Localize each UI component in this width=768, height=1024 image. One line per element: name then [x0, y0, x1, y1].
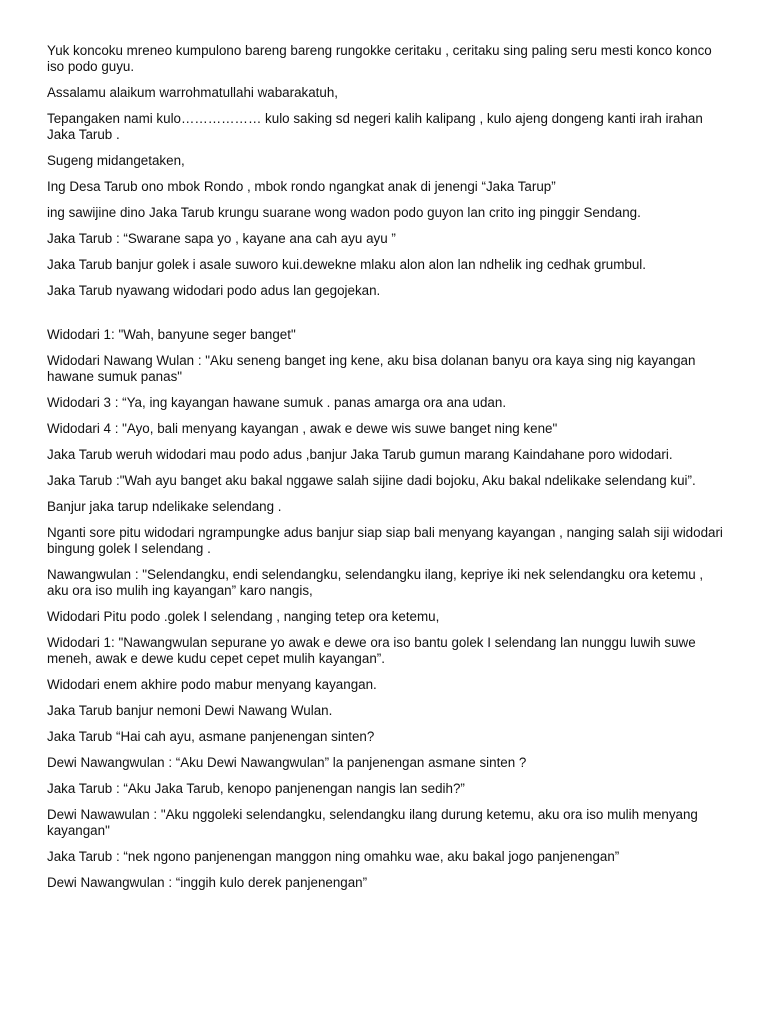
story-paragraph: Jaka Tarub banjur nemoni Dewi Nawang Wulan.: [47, 703, 333, 718]
dialogue-paragraph: Widodari 1: "Nawangwulan sepurane yo awak e dewe ora iso bantu golek I selendang lan nunggu luwih suwe meneh, awak e dewe kudu cepet cepet mulih kayangan”.: [47, 635, 696, 666]
dialogue-paragraph: Jaka Tarub : “Aku Jaka Tarub, kenopo panjenengan nangis lan sedih?”: [47, 781, 465, 796]
dialogue-paragraph: Jaka Tarub “Hai cah ayu, asmane panjenengan sinten?: [47, 729, 375, 744]
dialogue-paragraph: Jaka Tarub :"Wah ayu banget aku bakal nggawe salah sijine dadi bojoku, Aku bakal ndelikake selendang kui”.: [47, 473, 696, 488]
story-paragraph: Widodari enem akhire podo mabur menyang kayangan.: [47, 677, 377, 692]
dialogue-paragraph: Widodari Nawang Wulan : "Aku seneng banget ing kene, aku bisa dolanan banyu ora kaya sing nig kayangan hawane sumuk panas": [47, 353, 696, 384]
paragraph-spacer: [47, 309, 723, 327]
greeting-paragraph: Assalamu alaikum warrohmatullahi wabarakatuh,: [47, 85, 339, 100]
story-paragraph: Widodari Pitu podo .golek I selendang , nanging tetep ora ketemu,: [47, 609, 440, 624]
dialogue-paragraph: Widodari 3 : “Ya, ing kayangan hawane sumuk . panas amarga ora ana udan.: [47, 395, 507, 410]
dialogue-paragraph: Widodari 4 : "Ayo, bali menyang kayangan , awak e dewe wis suwe banget ning kene": [47, 421, 558, 436]
dialogue-paragraph: Widodari 1: "Wah, banyune seger banget": [47, 327, 296, 342]
story-paragraph: Banjur jaka tarup ndelikake selendang .: [47, 499, 282, 514]
story-paragraph: Jaka Tarub nyawang widodari podo adus lan gegojekan.: [47, 283, 381, 298]
story-paragraph: Jaka Tarub banjur golek i asale suworo kui.dewekne mlaku alon alon lan ndhelik ing cedhak grumbul.: [47, 257, 646, 272]
dialogue-paragraph: Jaka Tarub : “nek ngono panjenengan manggon ning omahku wae, aku bakal jogo panjenengan”: [47, 849, 620, 864]
dialogue-paragraph: Nawangwulan : "Selendangku, endi selendangku, selendangku ilang, kepriye iki nek selendangku ora ketemu , aku ora iso mulih ing kayangan” karo nangis,: [47, 567, 704, 598]
intro-paragraph: Yuk koncoku mreneo kumpulono bareng bareng rungokke ceritaku , ceritaku sing paling seru mesti konco konco iso podo guyu.: [47, 43, 712, 74]
dialogue-paragraph: Dewi Nawawulan : "Aku nggoleki selendangku, selendangku ilang durung ketemu, aku ora iso mulih menyang kayangan": [47, 807, 698, 838]
story-paragraph: Nganti sore pitu widodari ngrampungke adus banjur siap siap bali menyang kayangan , nanging salah siji widodari bingung golek I selendang .: [47, 525, 723, 556]
dialogue-paragraph: Dewi Nawangwulan : “inggih kulo derek panjenengan”: [47, 875, 368, 890]
introduction-paragraph: Tepangaken nami kulo……………… kulo saking sd negeri kalih kalipang , kulo ajeng dongeng kanti irah irahan Jaka Tarub .: [47, 111, 703, 142]
story-paragraph: ing sawijine dino Jaka Tarub krungu suarane wong wadon podo guyon lan crito ing pinggir Sendang.: [47, 205, 641, 220]
document-text: [47, 43, 723, 901]
opening-paragraph: Sugeng midangetaken,: [47, 153, 185, 168]
dialogue-paragraph: Jaka Tarub : “Swarane sapa yo , kayane ana cah ayu ayu ”: [47, 231, 396, 246]
story-paragraph: Ing Desa Tarub ono mbok Rondo , mbok rondo ngangkat anak di jenengi “Jaka Tarup”: [47, 179, 556, 194]
story-paragraph: Jaka Tarub weruh widodari mau podo adus ,banjur Jaka Tarub gumun marang Kaindahane poro widodari.: [47, 447, 673, 462]
dialogue-paragraph: Dewi Nawangwulan : “Aku Dewi Nawangwulan” la panjenengan asmane sinten ?: [47, 755, 527, 770]
